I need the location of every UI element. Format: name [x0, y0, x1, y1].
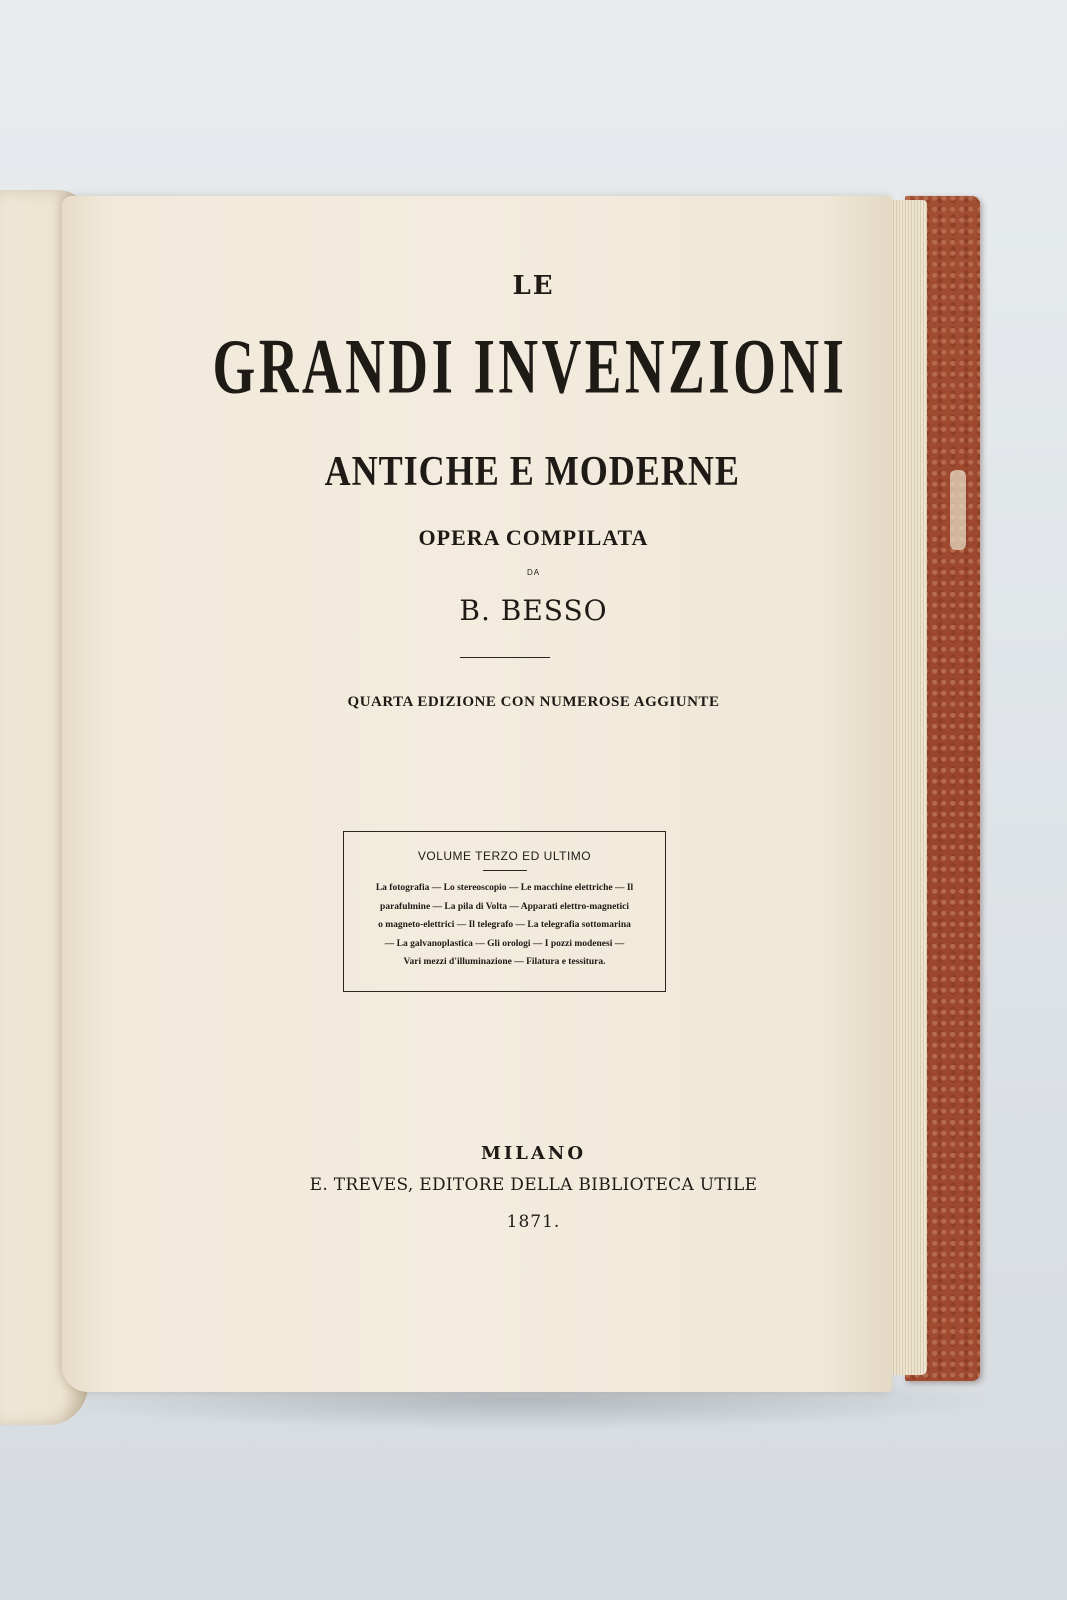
- imprint-city: MILANO: [480, 1143, 587, 1164]
- opera-compilata: OPERA COMPILATA: [418, 525, 649, 550]
- volume-contents-box: [343, 831, 666, 992]
- divider-rule: [460, 657, 550, 658]
- imprint-year: 1871.: [506, 1212, 561, 1232]
- main-title: GRANDI INVENZIONI: [212, 323, 848, 410]
- subtitle: ANTICHE E MODERNE: [324, 448, 740, 496]
- author-name: B. BESSO: [459, 594, 608, 627]
- contents-line: — La galvanoplastica — Gli orologi — I pozzi modenesi —: [384, 938, 625, 949]
- da-label: DA: [526, 568, 541, 577]
- contents-line: La fotografia — Lo stereoscopio — Le macchine elettriche — Il: [375, 883, 634, 893]
- title-le: LE: [512, 271, 555, 301]
- volume-divider: [483, 870, 527, 871]
- contents-line: parafulmine — La pila di Volta — Apparati elettro-magnetici: [380, 901, 629, 912]
- edition-note: QUARTA EDIZIONE CON NUMEROSE AGGIUNTE: [347, 694, 720, 710]
- contents-line: Vari mezzi d'illuminazione — Filatura e tessitura.: [403, 957, 606, 967]
- volume-heading: VOLUME TERZO ED ULTIMO: [417, 849, 592, 863]
- imprint-publisher: E. TREVES, EDITORE DELLA BIBLIOTECA UTILE: [309, 1175, 758, 1195]
- contents-line: o magneto-elettrici — Il telegrafo — La telegrafia sottomarina: [378, 920, 631, 930]
